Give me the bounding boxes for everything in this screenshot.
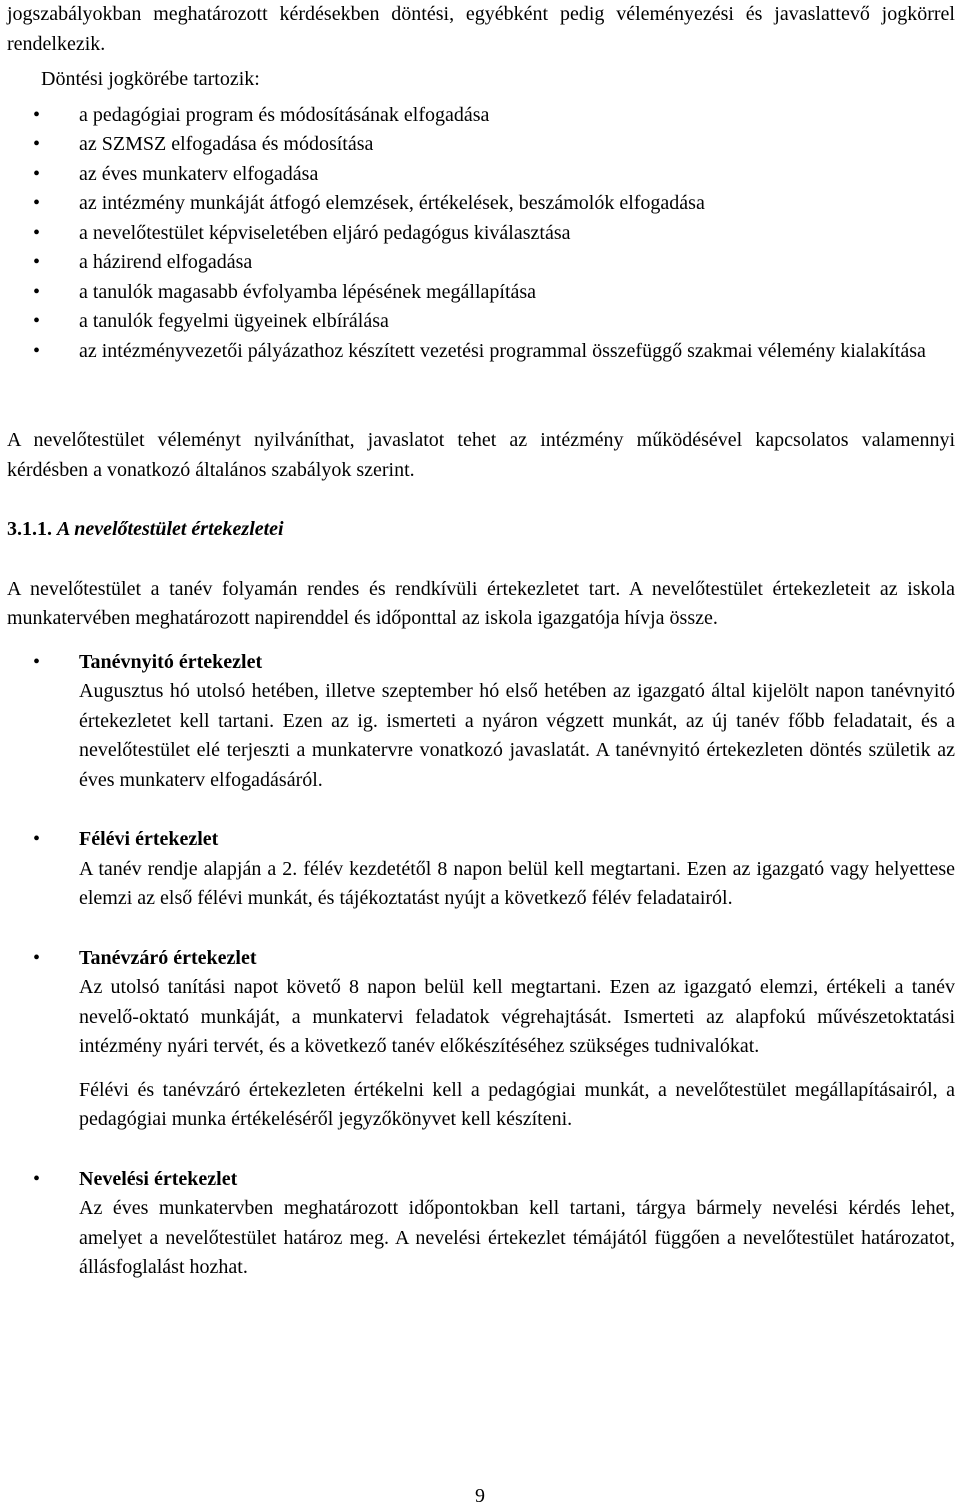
meeting-text: Az éves munkatervben meghatározott időpontokban kell tartani, tárgya bármely nevelési kérdés lehet, amelyet a nevelőtestület határoz meg. A nevelési értekezlet témájától függően a nevelőtestület határozatot, állásfoglalást hozhat. (79, 1197, 955, 1278)
bullet-icon: • (33, 828, 41, 850)
list-item: • az éves munkaterv elfogadása (7, 160, 955, 190)
list-item: • a pedagógiai program és módosításának elfogadása (7, 101, 955, 131)
bullet-icon: • (33, 280, 41, 303)
bullet-icon: • (33, 133, 41, 155)
page-number: 9 (475, 1485, 485, 1507)
list-item: • az intézmény munkáját átfogó elemzések, értékelések, beszámolók elfogadása (7, 189, 955, 219)
intro-paragraph: jogszabályokban meghatározott kérdésekben döntési, egyébként pedig véleményezési és javaslattevő jogkörrel rendelkezik. (7, 3, 955, 55)
meeting-text: Az utolsó tanítási napot követő 8 napon belül kell megtartani. Ezen az igazgató elemzi, értékeli a tanév nevelő-oktató munkáját, a munkatervi feladatok végrehajtását. Ismerteti az alapfokú művészetoktatási intézmény nyári tervét, és a következő tanév előkészítéséhez szükséges tudnivalókat. (79, 976, 955, 1057)
section-heading (7, 515, 955, 545)
bullet-icon: • (33, 946, 41, 969)
section-number: 3.1.1. (7, 518, 52, 540)
bullet-icon: • (33, 1167, 41, 1190)
document-page (7, 0, 955, 1283)
section-title: A nevelőtestület értekezletei (57, 518, 284, 540)
meeting-title: Félévi értekezlet (79, 828, 219, 850)
list-item: • a tanulók fegyelmi ügyeinek elbírálása (7, 307, 955, 337)
bullet-icon: • (33, 339, 41, 362)
meeting-text: A tanév rendje alapján a 2. félév kezdetétől 8 napon belül kell megtartani. Ezen az igazgató vagy helyettese elemzi az első félévi munkát, és tájékoztatást nyújt a következő félév feladatairól. (79, 857, 955, 909)
bullet-icon: • (33, 221, 41, 244)
decision-heading: Döntési jogkörébe tartozik: (41, 68, 260, 90)
bullet-icon: • (33, 251, 41, 273)
decision-list (7, 101, 955, 367)
list-item: • a házirend elfogadása (7, 248, 955, 278)
meeting-text: Augusztus hó utolsó hetében, illetve szeptember hó első hetében az igazgató által kijelölt napon tanévnyitó értekezletet kell tartani. Ezen az ig. ismerteti a nyáron végzett munkát, az új tanév főbb feladatait, és a nevelőtestület elé terjeszti a munkatervre vonatkozó javaslatát. A tanévnyitó értekezleten döntés születik az éves munkaterv elfogadásáról. (79, 680, 955, 791)
bullet-icon: • (33, 162, 41, 185)
meeting-item (7, 648, 955, 796)
meeting-item (7, 944, 955, 1135)
list-item: • az intézményvezetői pályázathoz készített vezetési programmal összefüggő szakmai vélemény kialakítása (7, 337, 955, 367)
meeting-item (7, 1165, 955, 1283)
opinion-paragraph: A nevelőtestület véleményt nyilváníthat, javaslatot tehet az intézmény működésével kapcsolatos valamennyi kérdésben a vonatkozó általános szabályok szerint. (7, 429, 955, 481)
bullet-icon: • (33, 310, 41, 332)
meeting-title: Tanévnyitó értekezlet (79, 650, 263, 673)
bullet-icon: • (33, 650, 41, 673)
list-item: • az SZMSZ elfogadása és módosítása (7, 130, 955, 160)
meeting-extra-text: Félévi és tanévzáró értekezleten értékelni kell a pedagógiai munkát, a nevelőtestület megállapításairól, a pedagógiai munka értékeléséről jegyzőkönyvet kell készíteni. (79, 1078, 955, 1130)
bullet-icon: • (33, 192, 41, 214)
meeting-list (7, 648, 955, 1283)
bullet-icon: • (33, 103, 41, 126)
list-item: • a tanulók magasabb évfolyamba lépésének megállapítása (7, 278, 955, 308)
list-item: • a nevelőtestület képviseletében eljáró pedagógus kiválasztása (7, 219, 955, 249)
section-intro-paragraph: A nevelőtestület a tanév folyamán rendes és rendkívüli értekezletet tart. A nevelőtestület értekezleteit az iskola munkatervében meghatározott napirenddel és időponttal az iskola igazgatója hívja össze. (7, 577, 955, 629)
meeting-item (7, 825, 955, 914)
meeting-title: Nevelési értekezlet (79, 1167, 238, 1190)
meeting-title: Tanévzáró értekezlet (79, 946, 257, 969)
